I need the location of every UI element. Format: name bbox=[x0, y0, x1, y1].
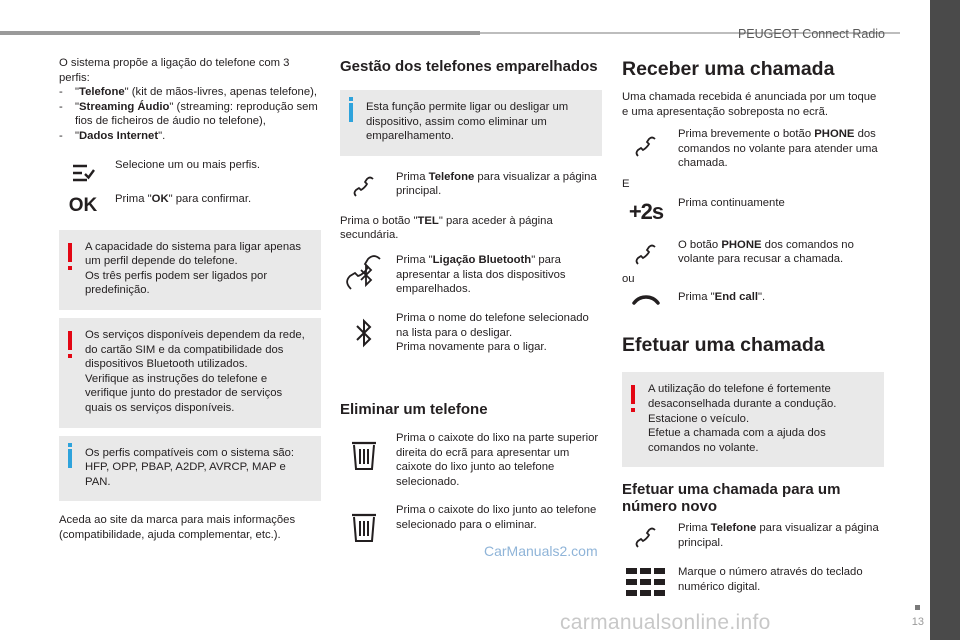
end-call-row bbox=[622, 290, 884, 314]
profile-item: - "Streaming Áudio" (streaming: reprodução sem fios de ficheiros de áudio no telefone), bbox=[59, 100, 321, 129]
bluetooth-toggle-row bbox=[340, 311, 602, 355]
end-call-icon bbox=[626, 290, 666, 310]
confirm-text: Prima "OK" para confirmar. bbox=[115, 192, 252, 205]
hold-text: Prima continuamente bbox=[678, 196, 785, 209]
dial-phone-text: Prima Telefone para visualizar a página principal. bbox=[678, 522, 879, 549]
trash-top-row bbox=[340, 431, 602, 489]
ok-icon: OK bbox=[68, 195, 98, 217]
column-3 bbox=[622, 56, 884, 595]
phone-text: Prima Telefone para visualizar a página principal. bbox=[396, 170, 597, 198]
phone-row bbox=[340, 170, 602, 202]
trash-delete-row bbox=[340, 503, 602, 543]
info-icon bbox=[68, 449, 72, 468]
bluetooth-icon bbox=[344, 311, 384, 355]
info-text: Os perfis compatíveis com o sistema são: HFP, OPP, PBAP, A2DP, AVRCP, MAP e PAN. bbox=[85, 446, 295, 488]
page-number: 13 bbox=[911, 616, 924, 628]
keypad-text: Marque o número através do teclado numérico digital. bbox=[678, 566, 863, 593]
outro-text: Aceda ao site da marca para mais informações (compatibilidade, ajuda complementar, etc.). bbox=[59, 514, 296, 541]
section-title: Eliminar um telefone bbox=[340, 400, 488, 418]
and-text: E bbox=[622, 178, 630, 191]
profile-item: - "Telefone" (kit de mãos-livres, apenas telefone), bbox=[59, 85, 321, 100]
column-1 bbox=[59, 56, 321, 542]
warning-box bbox=[59, 230, 321, 310]
warning-icon bbox=[631, 385, 635, 404]
watermark-link[interactable]: CarManuals2.com bbox=[484, 543, 598, 559]
phone-icon bbox=[626, 127, 666, 167]
bluetooth-list-text: Prima "Ligação Bluetooth" para apresentar a lista dos dispositivos emparelhados. bbox=[396, 253, 566, 296]
incoming-intro: Uma chamada recebida é anunciada por um toque e uma apresentação sobreposta no ecrã. bbox=[622, 91, 877, 118]
confirm-row bbox=[59, 190, 321, 218]
keypad-row bbox=[622, 565, 884, 595]
warning-text: Os serviços disponíveis dependem da rede, do cartão SIM e da compatibilidade dos dispositivos Bluetooth utilizados. Verifique as instruções do telefone e verifique junto do prestador de serviços quais os serviços disponíveis. bbox=[85, 328, 305, 414]
hold-row bbox=[622, 196, 884, 226]
trash-icon bbox=[344, 431, 384, 479]
warning-box bbox=[59, 318, 321, 428]
keypad-icon bbox=[626, 565, 666, 599]
phone-icon bbox=[626, 521, 666, 555]
info-box bbox=[59, 436, 321, 502]
end-call-text: Prima "End call". bbox=[678, 291, 766, 304]
phone-icon bbox=[344, 170, 384, 204]
checklist-icon bbox=[63, 156, 103, 190]
side-tab bbox=[930, 0, 960, 640]
section-title: Efetuar uma chamada bbox=[622, 334, 825, 357]
bluetooth-list-row bbox=[340, 253, 602, 297]
page-marker bbox=[915, 605, 920, 610]
dial-phone-row bbox=[622, 521, 884, 555]
section-subtitle: Efetuar uma chamada para um número novo bbox=[622, 481, 841, 516]
select-profiles-text: Selecione um ou mais perfis. bbox=[115, 158, 261, 171]
select-profiles-row bbox=[59, 156, 321, 184]
trash-delete-text: Prima o caixote do lixo junto ao telefone selecionado para o eliminar. bbox=[396, 504, 597, 531]
info-box bbox=[340, 90, 602, 156]
bluetooth-phone-icon bbox=[344, 253, 384, 297]
phone-icon bbox=[626, 238, 666, 272]
profiles-intro: O sistema propõe a ligação do telefone com 3 perfis: bbox=[59, 57, 290, 84]
warning-text: A utilização do telefone é fortemente desaconselhada durante a condução. Estacione o veículo. Efetue a chamada com a ajuda dos comandos no volante. bbox=[648, 383, 837, 454]
answer-text: Prima brevemente o botão PHONE dos comandos no volante para atender uma chamada. bbox=[678, 128, 878, 170]
reject-row bbox=[622, 238, 884, 268]
trash-top-text: Prima o caixote do lixo na parte superior direita do ecrã para apresentar um caixote do lixo junto ao telefone selecionado. bbox=[396, 431, 599, 488]
answer-row bbox=[622, 127, 884, 171]
header-title: PEUGEOT Connect Radio bbox=[737, 27, 885, 41]
profile-item: - "Dados Internet". bbox=[59, 129, 321, 144]
warning-icon bbox=[68, 331, 72, 350]
info-icon bbox=[349, 103, 353, 122]
section-title: Gestão dos telefones emparelhados bbox=[340, 58, 598, 75]
profiles-list bbox=[59, 85, 321, 143]
warning-icon bbox=[68, 243, 72, 262]
trash-icon bbox=[344, 503, 384, 551]
info-text: Esta função permite ligar ou desligar um dispositivo, assim como eliminar um emparelhamento. bbox=[366, 101, 569, 143]
reject-text: O botão PHONE dos comandos no volante para recusar a chamada. bbox=[678, 238, 854, 266]
watermark-footer: carmanualsonline.info bbox=[560, 611, 771, 634]
or-text: ou bbox=[622, 272, 635, 285]
hold-2s-icon: +2s bbox=[628, 199, 664, 225]
tel-text: Prima o botão "TEL" para aceder à página secundária. bbox=[340, 214, 553, 242]
bluetooth-toggle-text: Prima o nome do telefone selecionado na lista para o desligar. Prima novamente para o ligar. bbox=[396, 311, 589, 354]
warning-box bbox=[622, 372, 884, 467]
header-rule bbox=[0, 31, 480, 35]
column-2 bbox=[340, 56, 602, 543]
warning-text: A capacidade do sistema para ligar apenas um perfil depende do telefone. Os três perfis podem ser ligados por predefinição. bbox=[85, 240, 302, 297]
section-title: Receber uma chamada bbox=[622, 58, 835, 80]
